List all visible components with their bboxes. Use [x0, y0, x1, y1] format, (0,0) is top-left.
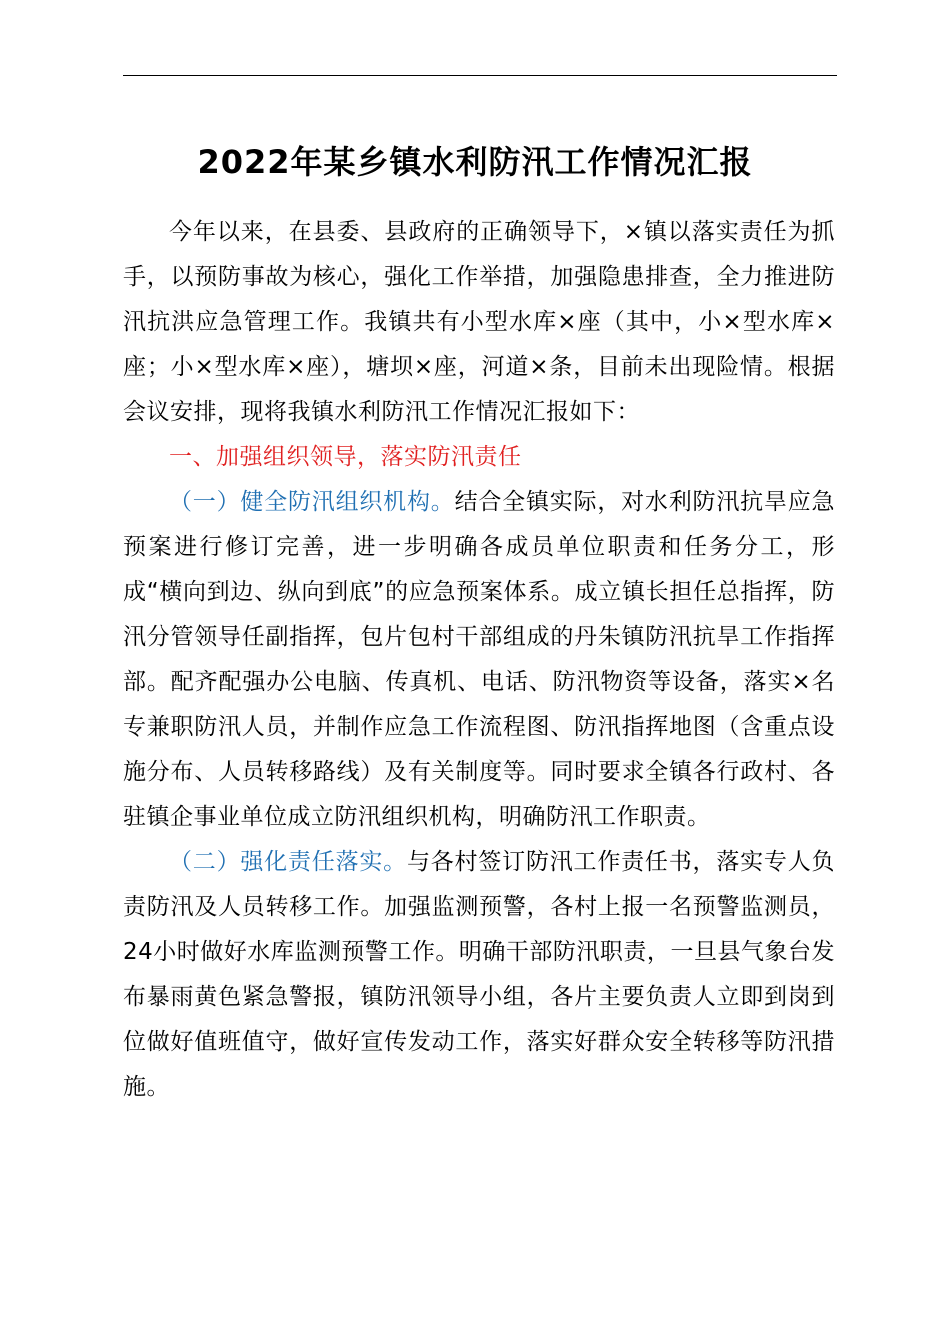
subsection-heading: （一）健全防汛组织机构。 [169, 489, 455, 515]
subsection-paragraph [123, 840, 835, 1110]
subsection-body: 与各村签订防汛工作责任书，落实专人负责防汛及人员转移工作。加强监测预警，各村上报一名预警监测员，24小时做好水库监测预警工作。明确干部防汛职责，一旦县气象台发布暴雨黄色紧急警报，镇防汛领导小组，各片主要负责人立即到岗到位做好值班值守，做好宣传发动工作，落实好群众安全转移等防汛措施。 [123, 849, 836, 1100]
subsection-paragraph [123, 480, 835, 840]
section-heading: 一、加强组织领导，落实防汛责任 [169, 444, 522, 470]
subsection-heading: （二）强化责任落实。 [169, 849, 407, 875]
intro-paragraph: 今年以来，在县委、县政府的正确领导下，×镇以落实责任为抓手，以预防事故为核心，强化工作举措，加强隐患排查，全力推进防汛抗洪应急管理工作。我镇共有小型水库×座（其中，小×型水库×座；小×型水库×座），塘坝×座，河道×条，目前未出现险情。根据会议安排，现将我镇水利防汛工作情况汇报如下： [123, 219, 835, 425]
header-rule [123, 75, 837, 76]
document-title: 2022年某乡镇水利防汛工作情况汇报 [197, 143, 753, 181]
subsection-body: 结合全镇实际，对水利防汛抗旱应急预案进行修订完善，进一步明确各成员单位职责和任务分工，形成“横向到边、纵向到底”的应急预案体系。成立镇长担任总指挥，防汛分管领导任副指挥，包片包村干部组成的丹朱镇防汛抗旱工作指挥部。配齐配强办公电脑、传真机、电话、防汛物资等设备，落实×名专兼职防汛人员，并制作应急工作流程图、防汛指挥地图（含重点设施分布、人员转移路线）及有关制度等。同时要求全镇各行政村、各驻镇企事业单位成立防汛组织机构，明确防汛工作职责。 [123, 489, 836, 830]
document-body [123, 210, 835, 1110]
